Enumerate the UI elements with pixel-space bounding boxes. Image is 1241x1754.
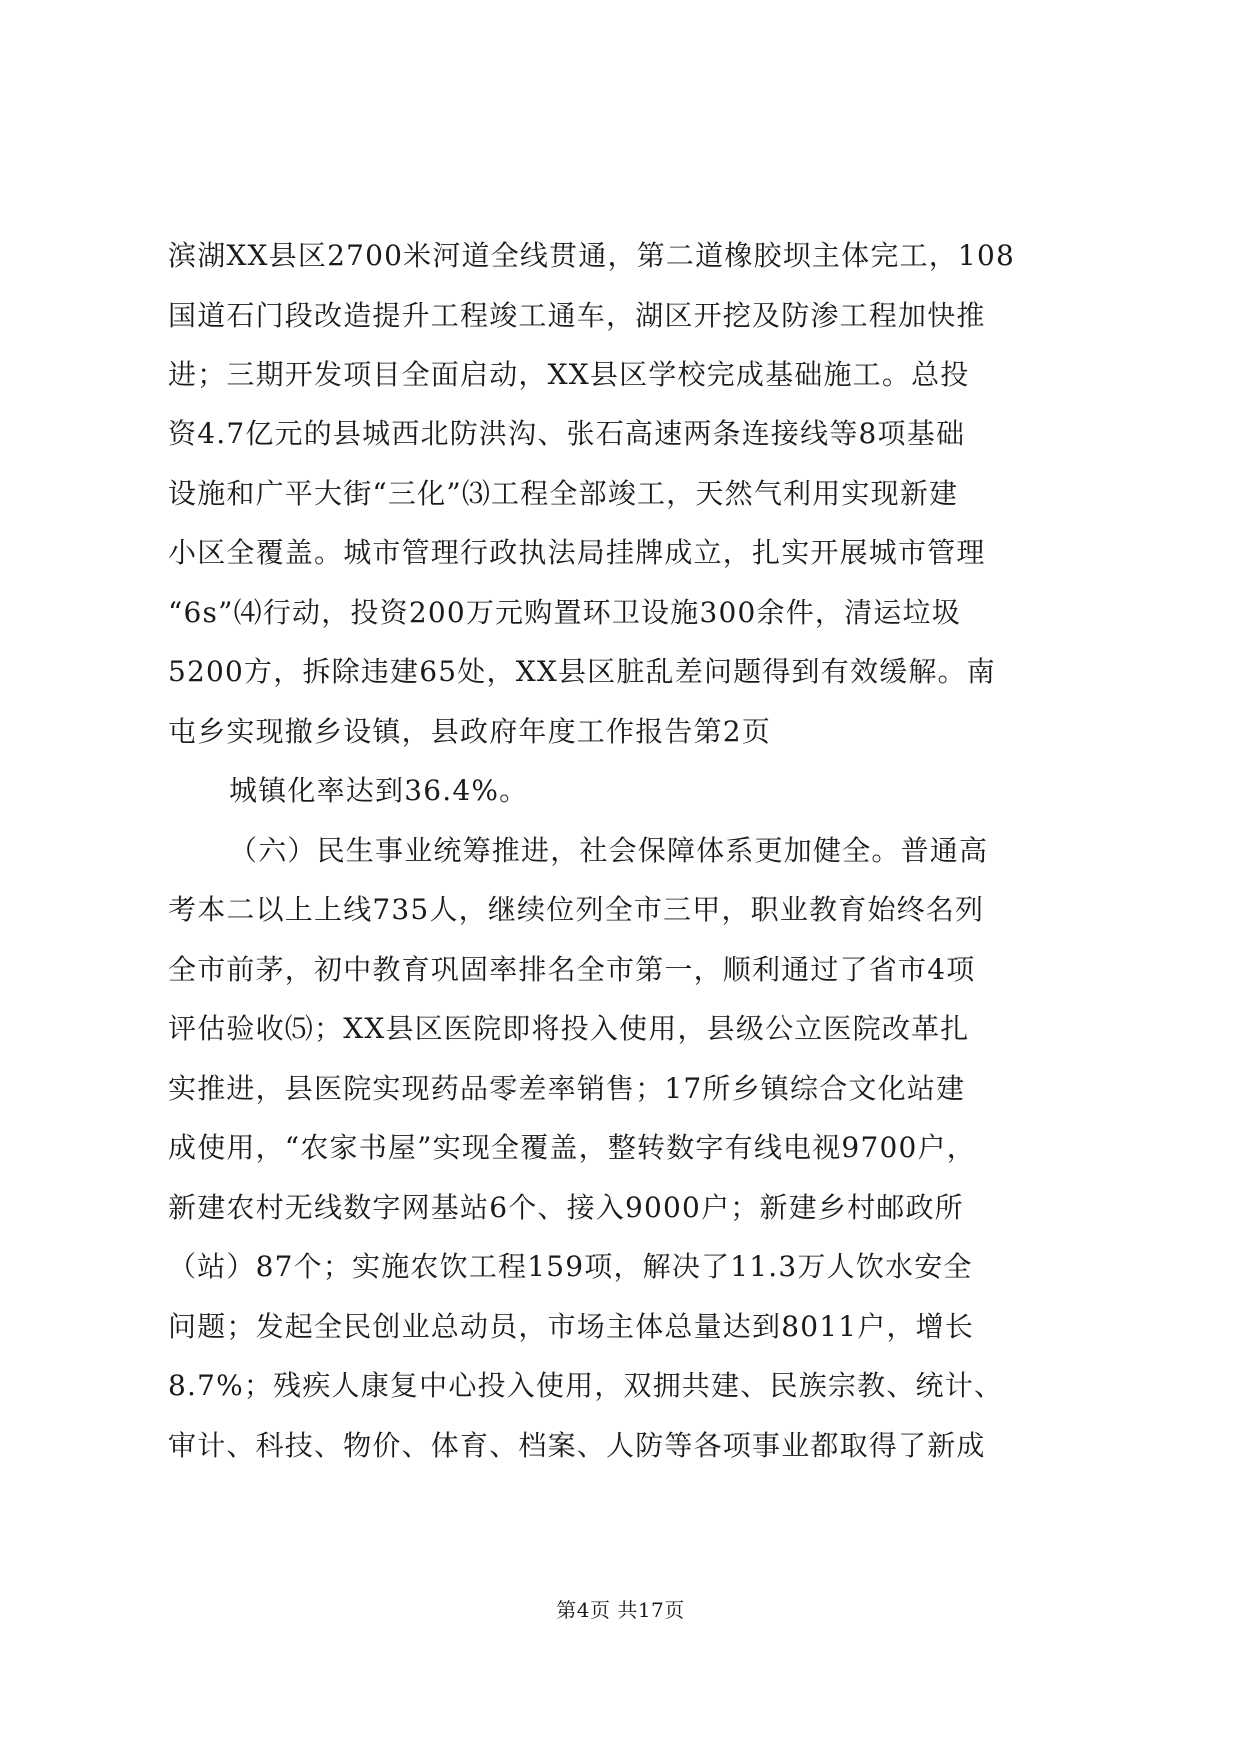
text-line: 国道石门段改造提升工程竣工通车，湖区开挖及防渗工程加快推 xyxy=(168,299,986,332)
text-line: 新建农村无线数字网基站6个、接入9000户；新建乡村邮政所 xyxy=(168,1191,964,1224)
text-line: 8.7%；残疾人康复中心投入使用，双拥共建、民族宗教、统计、 xyxy=(168,1369,1004,1402)
text-line: 进；三期开发项目全面启动，XX县区学校完成基础施工。总投 xyxy=(168,358,970,391)
text-line: 问题；发起全民创业总动员，市场主体总量达到8011户，增长 xyxy=(168,1310,975,1343)
text-line: 资4.7亿元的县城西北防洪沟、张石高速两条连接线等8项基础 xyxy=(168,417,966,450)
paragraph-start-line: （六）民生事业统筹推进，社会保障体系更加健全。普通高 xyxy=(229,834,989,867)
page-number-footer: 第4页 共17页 xyxy=(556,1598,685,1622)
text-line: 评估验收⑸；XX县区医院即将投入使用，县级公立医院改革扎 xyxy=(168,1012,970,1045)
text-line: 成使用，“农家书屋”实现全覆盖，整转数字有线电视9700户， xyxy=(168,1131,976,1164)
paragraph-start-line: 城镇化率达到36.4%。 xyxy=(229,774,529,807)
text-line: 小区全覆盖。城市管理行政执法局挂牌成立，扎实开展城市管理 xyxy=(168,536,986,569)
text-line: 屯乡实现撤乡设镇，县政府年度工作报告第2页 xyxy=(168,715,772,748)
text-line: 审计、科技、物价、体育、档案、人防等各项事业都取得了新成 xyxy=(168,1429,986,1462)
text-line: 5200方，拆除违建65处，XX县区脏乱差问题得到有效缓解。南 xyxy=(168,655,996,688)
text-line: 考本二以上上线735人，继续位列全市三甲，职业教育始终名列 xyxy=(168,893,985,926)
text-line: 全市前茅，初中教育巩固率排名全市第一，顺利通过了省市4项 xyxy=(168,953,976,986)
text-line: （站）87个；实施农饮工程159项，解决了11.3万人饮水安全 xyxy=(168,1250,973,1283)
text-line: 实推进，县医院实现药品零差率销售；17所乡镇综合文化站建 xyxy=(168,1072,966,1105)
text-line: “6s”⑷行动，投资200万元购置环卫设施300余件，清运垃圾 xyxy=(168,596,961,629)
text-line: 滨湖XX县区2700米河道全线贯通，第二道橡胶坝主体完工，108 xyxy=(168,239,1015,272)
text-line: 设施和广平大街“三化”⑶工程全部竣工，天然气利用实现新建 xyxy=(168,477,959,510)
